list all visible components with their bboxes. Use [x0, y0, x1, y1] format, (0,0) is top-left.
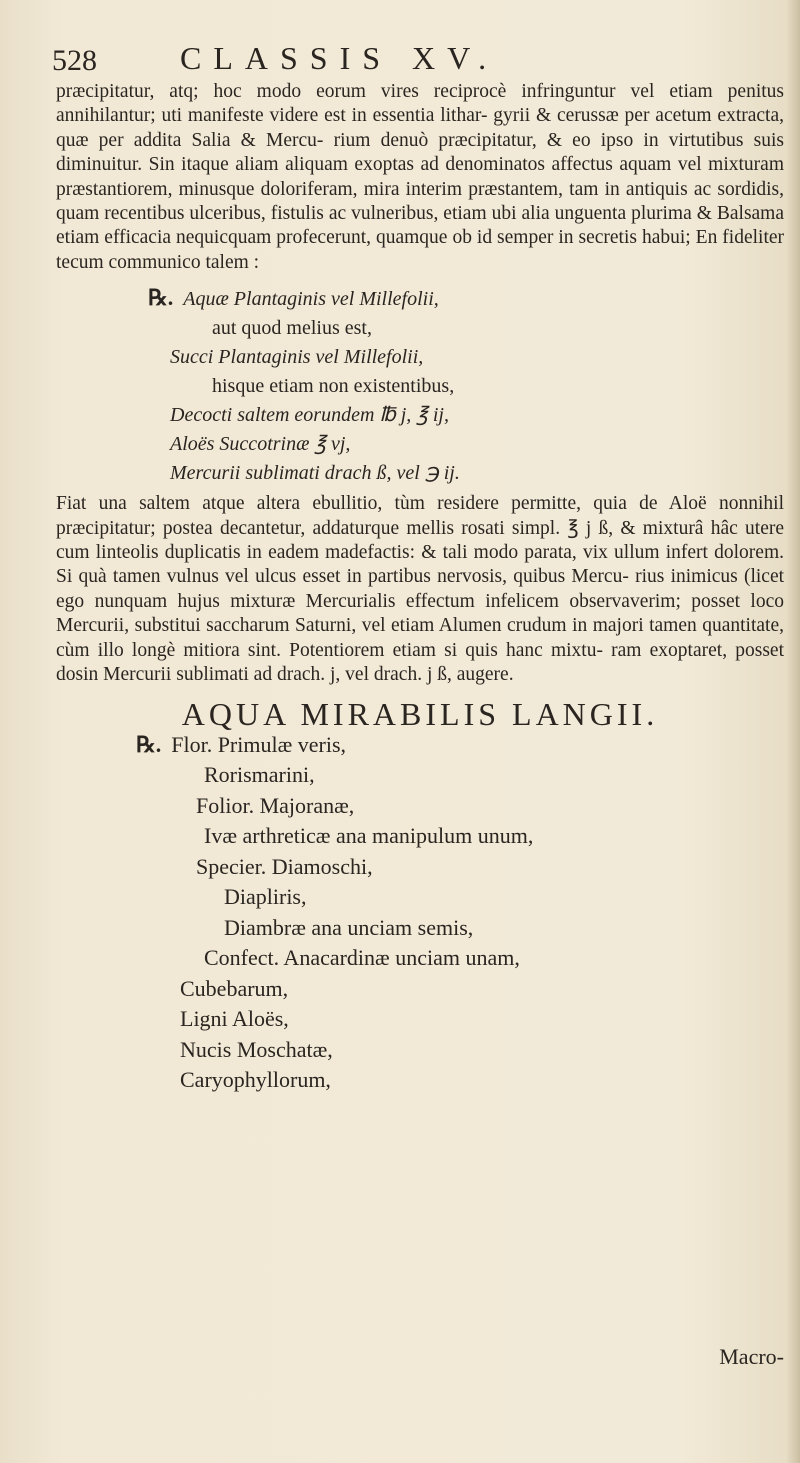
recipe-line: Folior. Majoranæ, — [196, 792, 355, 818]
recipe-line: Rorismarini, — [204, 762, 315, 788]
text-line: gyrii & cerussæ per acetum extracta, quæ per addita Salia & Mercu- — [56, 105, 785, 151]
text-line: rosati simpl. ℥ j ß, & mixturâ hâc utere cum linteolis duplicatis in — [56, 517, 784, 564]
text-line: præcipitatur, atq; hoc modo eorum vires reciprocè infringuntur vel — [56, 81, 655, 102]
text-line: vel mixturam præstantiorem, minusque doloriferam, mira interim — [56, 154, 784, 200]
recipe-line: Specier. Diamoschi, — [196, 853, 373, 879]
recipe-line: aut quod melius est, — [212, 317, 372, 340]
catchword: Macro- — [719, 1344, 784, 1369]
recipe-line: Cubebarum, — [180, 975, 289, 1001]
recipe-line: Nucis Moschatæ, — [180, 1036, 333, 1062]
text-line: de Aloë nonnihil præcipitatur; postea decantetur, addaturque mellis — [56, 493, 784, 539]
text-line: præstantem, tam in antiquis ac sordidis, quam recentibus ulceribus, — [56, 178, 784, 225]
recipe-line: Diambræ ana unciam semis, — [224, 914, 474, 940]
text-line: secretis habui; En fideliter tecum communico talem : — [56, 227, 785, 273]
text-line: Sin itaque aliam aliquam exoptas ad denominatos affectus aquam — [148, 154, 672, 176]
text-line: rius inimicus (licet ego nunquam hujus mixturæ Mercurialis effectum — [56, 566, 785, 612]
running-head: CLASSIS XV. — [180, 40, 499, 76]
paragraph-2 — [56, 492, 784, 687]
recipe-line: Caryophyllorum, — [180, 1067, 331, 1093]
recipe-symbol: ℞. — [148, 285, 174, 311]
text-line: etiam penitus annihilantur; uti manifeste videre est in essentia lithar- — [56, 81, 785, 127]
section-title: AQUA MIRABILIS LANGII. — [181, 695, 659, 732]
recipe-line: Ivæ arthreticæ ana manipulum unum, — [204, 823, 534, 849]
recipe-line: Diapliris, — [224, 884, 307, 910]
recipe-line: Ligni Aloës, — [180, 1006, 289, 1032]
text-line: eadem madefactis: & tali modo parata, vix ullum infert dolorem. Si — [56, 542, 784, 588]
text-line: Saturni, vel etiam Alumen crudum in majori tamen quantitate, — [295, 615, 784, 637]
paragraph-1 — [56, 80, 784, 275]
recipe-line: Decocti saltem eorundem ℔ j, ℥ ij, — [170, 404, 449, 427]
text-line: infelicem observaverim; posset loco Mercurii, substitui saccharum — [56, 590, 785, 637]
recipe-ingredient: Aquæ Plantaginis vel Millefolii, — [183, 288, 439, 311]
recipe-1 — [148, 283, 784, 488]
recipe-2 — [56, 730, 784, 1096]
page-header — [52, 40, 752, 80]
recipe-line: Succi Plantaginis vel Millefolii, — [170, 346, 424, 369]
recipe-line — [148, 283, 784, 314]
page-number: 528 — [52, 44, 97, 77]
page-edge-shadow — [786, 0, 800, 1463]
recipe-line — [56, 730, 784, 761]
text-line: Fiat una saltem atque altera ebullitio, tùm residere permitte, quia — [56, 493, 627, 515]
text-line: drach. j ß, augere. — [373, 664, 514, 686]
text-line: ram exoptaret, posset dosin Mercurii sublimati ad drach. j, vel — [56, 639, 784, 686]
text-line: quà tamen vulnus vel ulcus esset in partibus nervosis, quibus Mercu- — [78, 566, 629, 588]
recipe-line: Confect. Anacardinæ unciam unam, — [204, 945, 520, 971]
recipe-line: Mercurii sublimati drach ß, vel ℈ ij. — [170, 462, 460, 485]
recipe-symbol: ℞. — [136, 731, 162, 757]
page-body — [56, 80, 784, 1096]
text-line: rium denuò præcipitatur, & eo ipso in virtutibus suis diminuitur. — [56, 129, 785, 176]
text-line: cùm illo longè mitiora sint. Potentiorem etiam si quis hanc mixtu- — [56, 639, 603, 661]
recipe-line: Aloës Succotrinæ ℥ vj, — [170, 433, 351, 456]
recipe-ingredient: Flor. Primulæ veris, — [171, 731, 347, 757]
recipe-line: hisque etiam non existentibus, — [212, 375, 455, 398]
text-line: fistulis ac vulneribus, etiam ubi alia unguenta plurima & Balsama — [270, 203, 785, 225]
text-line: etiam efficacia nequicquam profecerunt, quamque ob id semper in — [56, 227, 574, 249]
